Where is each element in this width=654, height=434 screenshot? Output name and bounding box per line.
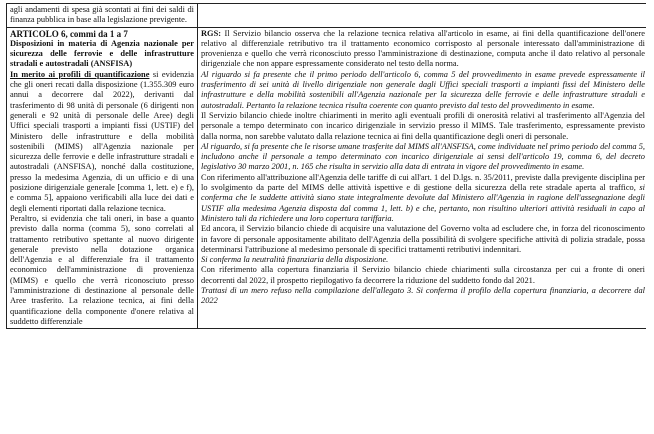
article-paragraph: Peraltro, si evidenzia che tali oneri, in base a quanto previsto dalla norma (comma 5), sono correlati al trattamento retributivo spettante al nuovo dirigente generale previsto nella dotazione organica dell'Agenzia e al differenziale fra il trattamento economico dell'amministrazione di provenienza (MIMS) e quello che verrà riconosciuto presso l'amministrazione di destinazione al personale delle Aree trasferito. La relazione tecnica, ai fini della quantificazione della componente d'onere relativa al suddetto differenziale	[10, 213, 194, 326]
document-table	[6, 3, 646, 329]
prev-row-left-cell	[7, 4, 198, 28]
rgs-reply: Trattasi di un mero refuso nella compilazione dell'allegato 3. Si conferma il profilo della copertura finanziaria, a decorrere dal 2022	[201, 286, 645, 306]
article-heading: ARTICOLO 6, commi da 1 a 7	[10, 28, 128, 39]
rgs-paragraph: Ed ancora, il Servizio bilancio chiede di acquisire una valutazione del Governo volta ad escludere che, in forza del riconoscimento in favore di personale appositamente abilitato dell'Agenzia della possibilità di svolgere specifiche attività di polizia stradale, possa determinarsi l'attribuzione al medesimo personale di specifici trattamenti retributivi indennitari.	[201, 224, 645, 254]
article-title: Disposizioni in materia di Agenzia nazionale per sicurezza delle ferrovie e delle infrastrutture stradali e autostradali (ANSFISA)	[10, 38, 194, 69]
rgs-paragraph	[201, 29, 645, 70]
document-page	[6, 3, 646, 434]
rgs-reply: Al riguardo si fa presente che il primo periodo dell'articolo 6, comma 5 del provvedimento in esame prevede espressamente il trasferimento di sei unità di livello dirigenziale non generale dagli Uffici speciali trasporti a impianti fissi del Ministero delle infrastrutture e della mobilità sostenibili all'Agenzia nazionale per la sicurezza delle ferrovie e delle infrastrutture stradali e autostradali. Pertanto la relazione tecnica risulta coerente con quanto previsto dal testo del provvedimento in esame.	[201, 69, 645, 110]
rgs-reply-inline: si conferma che le suddette attività siano state integralmente devolute dal Ministero all'Agenzia in ragione dell'assegnazione degli USTIF alla medesima Agenzia disposta dal comma 1, lett. b) e che, pertanto, non risultino ulteriori attività residuali in capo al Ministero tali da richiedere una loro copertura tariffaria.	[201, 183, 645, 223]
table-row	[7, 4, 647, 28]
rgs-paragraph: Con riferimento alla copertura finanziaria il Servizio bilancio chiede chiarimenti sulla circostanza per cui a fronte di oneri decorrenti dal 2022, il prospetto riepilogativo fa decorrere la riduzione del suddetto fondo dal 2021.	[201, 265, 645, 285]
article-cell	[7, 27, 198, 329]
rgs-reply: Si conferma la neutralità finanziaria della disposizione.	[201, 255, 389, 265]
rgs-paragraph-text: Il Servizio bilancio osserva che la relazione tecnica relativa all'articolo in esame, ai fini della quantificazione dell'onere relativo al differenziale retributivo tra il trattamento economico corrisposto al personale interessato dall'amministrazione di provenienza e quello che verrà riconosciuto presso l'amministrazione di destinazione, computa anche il dato relativo al personale dirigenziale che non appare espressamente considerato nel testo della norma.	[201, 28, 645, 69]
rgs-paragraph	[201, 173, 645, 224]
table-row	[7, 27, 647, 329]
rgs-paragraph: Il Servizio bilancio chiede inoltre chiarimenti in merito agli eventuali profili di onerosità relativi al trasferimento all'Agenzia del personale a tempo determinato con incarico dirigenziale in servizio presso il MIMS. Tale trasferimento, espressamente previsto dalla norma, non sarebbe valutato dalla relazione tecnica ai fini della quantificazione degli oneri di personale.	[201, 110, 645, 141]
article-paragraph	[10, 70, 194, 214]
rgs-cell	[198, 27, 647, 329]
rgs-reply: Al riguardo, si fa presente che le risorse umane trasferite dal MIMS all'ANSFISA, come individuate nel primo periodo del comma 5, includono anche il personale a tempo determinato con incarico dirigenziale ai sensi dell'articolo 19, comma 6, del decreto legislativo 30 marzo 2001, n. 165 che risulta in servizio alla data di entrata in vigore del provvedimento in esame.	[201, 141, 645, 172]
rgs-paragraph-text: Con riferimento all'attribuzione all'Agenzia delle tariffe di cui all'art. 1 del D.lgs. n. 35/2011, previste dalla previgente disciplina per lo svolgimento da parte del MIMS delle attività ispettive e di gestione della sicurezza della rete stradale aperta al traffico,	[201, 172, 645, 193]
rgs-label: RGS:	[201, 28, 222, 38]
prev-row-text: agli andamenti di spesa già scontati ai fini dei saldi di finanza pubblica in base alla legislazione previgente.	[10, 5, 194, 25]
prev-row-right-cell	[198, 4, 647, 28]
quantification-label: In merito ai profili di quantificazione	[10, 69, 150, 79]
article-paragraph-text: si evidenzia che gli oneri recati dalla disposizione (1.355.309 euro annui a decorrere dal 2022), derivanti dal trasferimento di 98 unità di personale (6 dirigenti non generali e 92 unità di personale delle Aree) degli Uffici speciali trasporti a impianti fissi (USTIF) del Ministero delle infrastrutture e della mobilità sostenibili (MIMS) all'Agenzia nazionale per sicurezza delle ferrovie e delle infrastrutture stradali e autostradali (ANSFISA), nonché dalla costituzione, presso la medesima Agenzia, di un ufficio e di una posizione dirigenziale generale [comma 1, lett. e) e f), e comma 5], appaiono verificabili alla luce dei dati e degli elementi riportati dalla relazione tecnica.	[10, 69, 194, 213]
